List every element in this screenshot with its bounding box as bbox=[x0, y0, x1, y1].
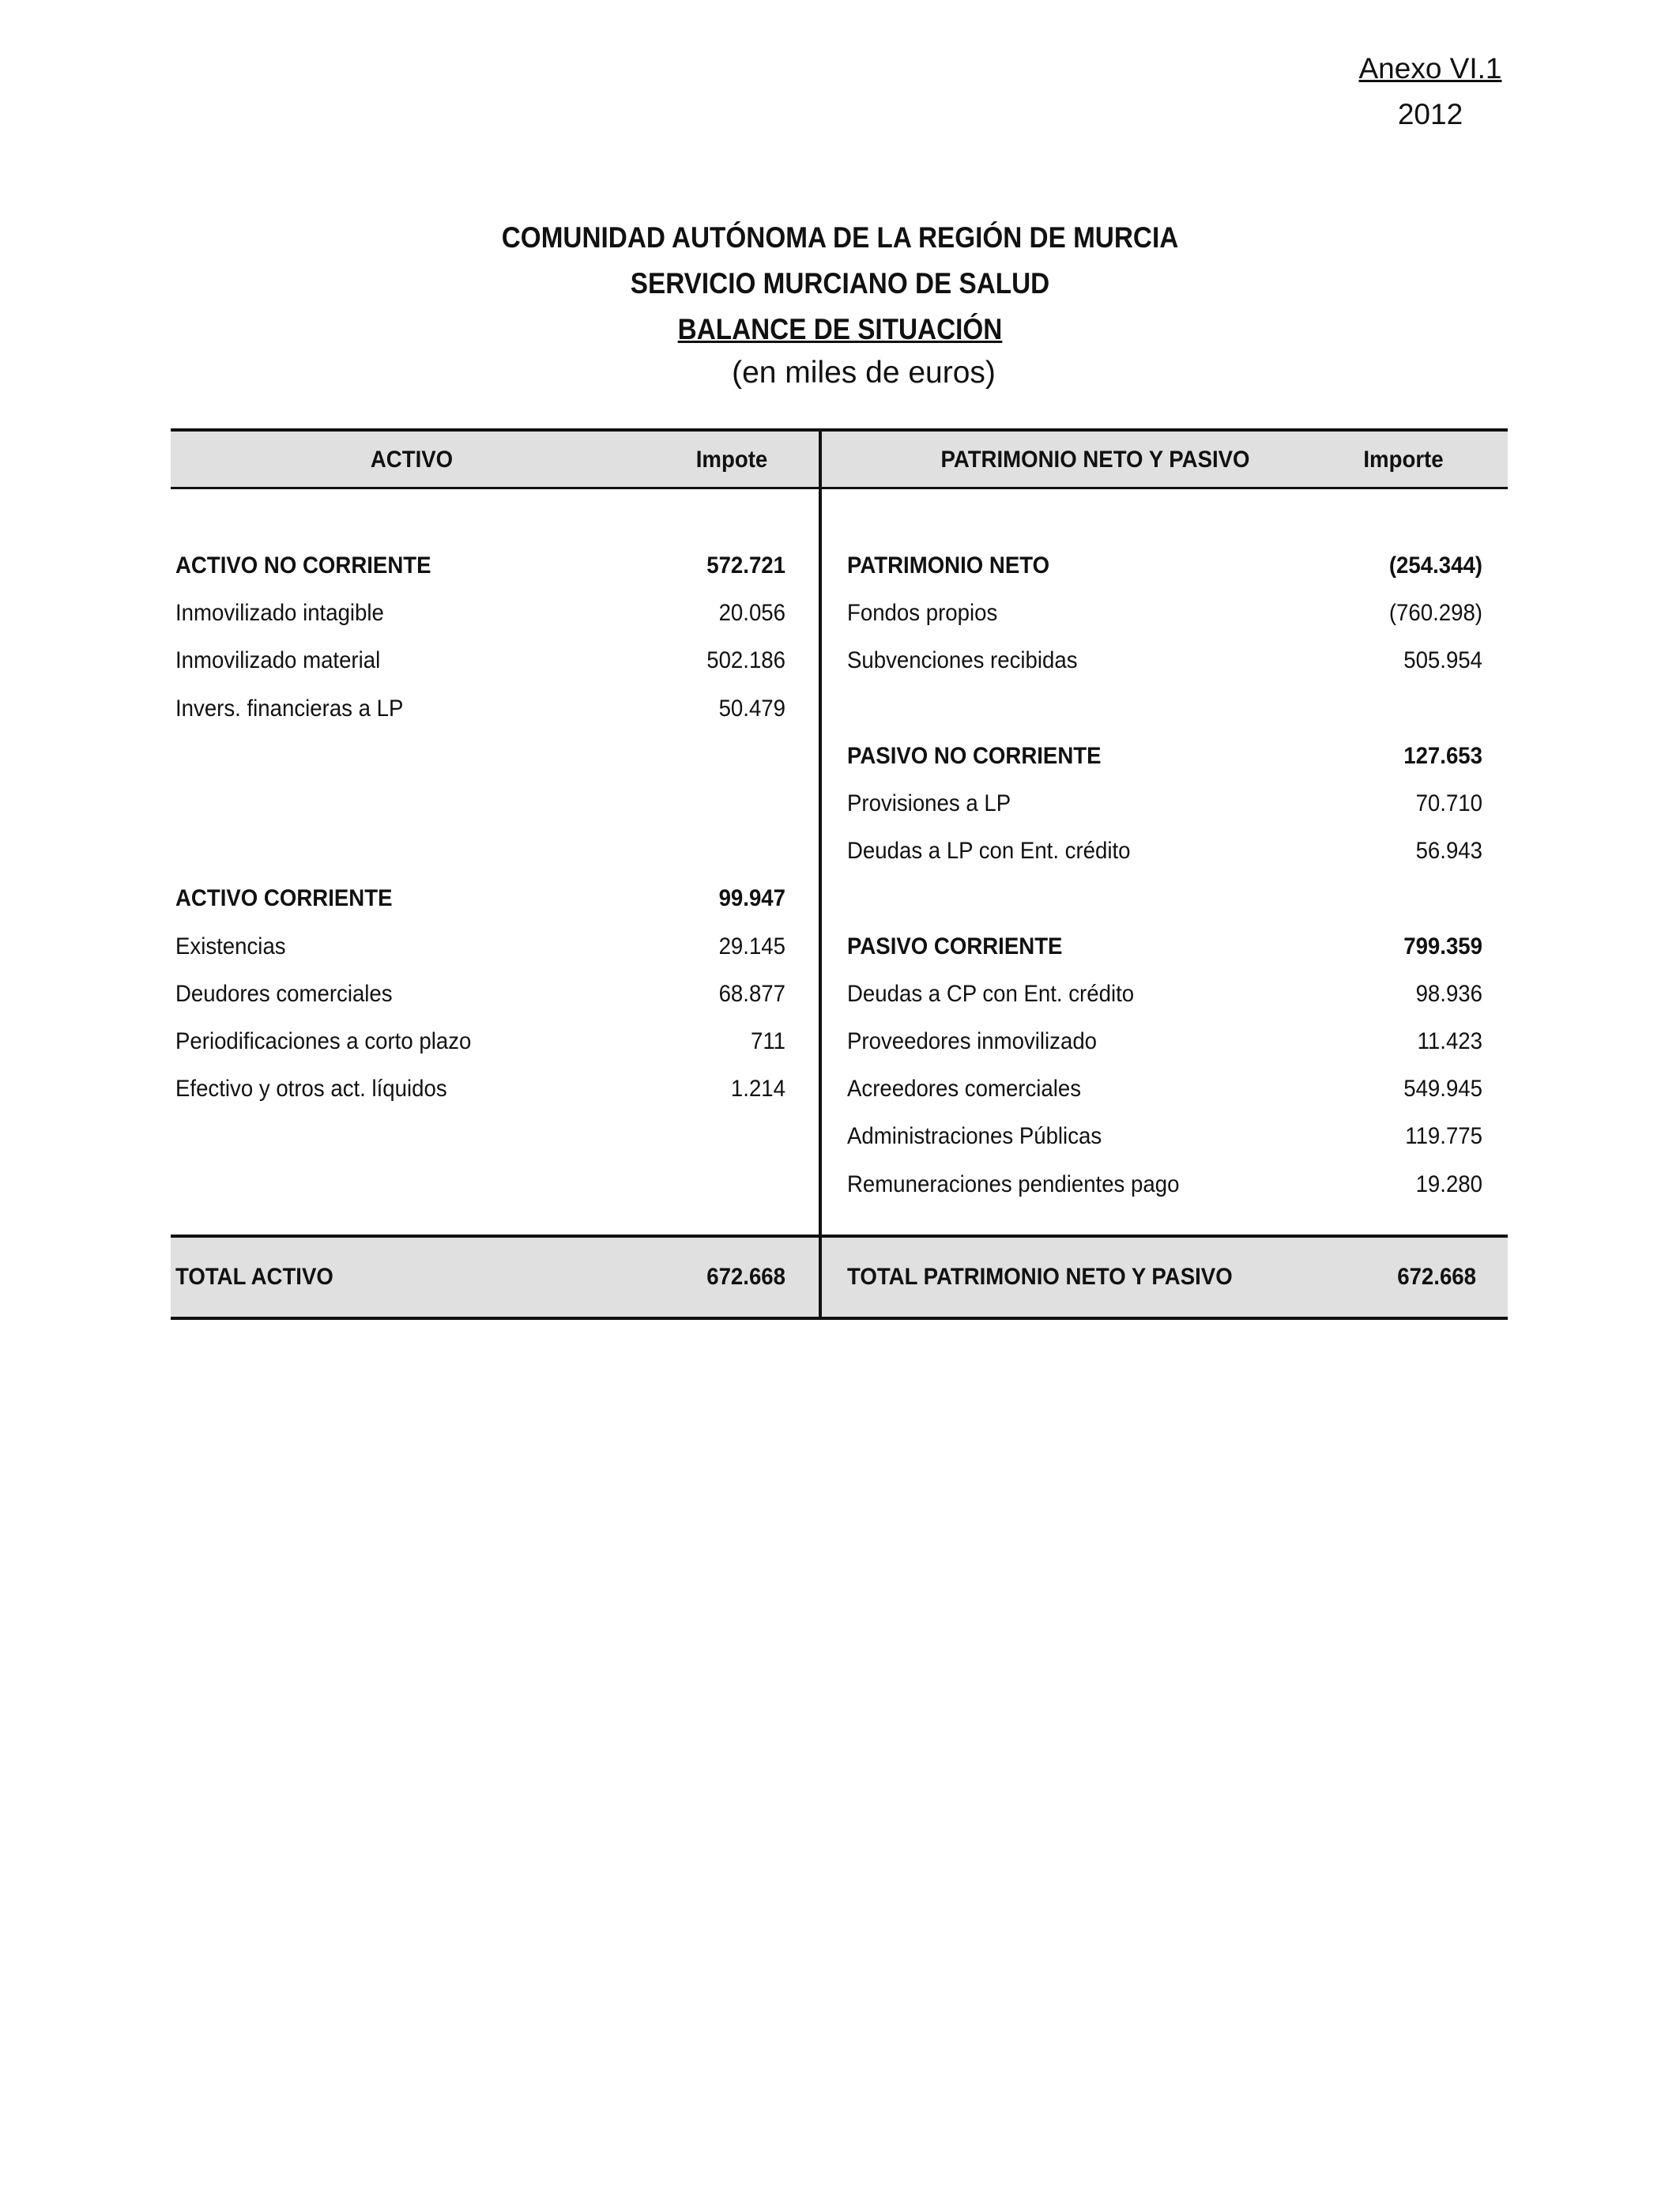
pasivo-row-value: 549.945 bbox=[1403, 1076, 1482, 1103]
header-pasivo: PATRIMONIO NETO Y PASIVO bbox=[940, 447, 1250, 473]
activo-row-value: 50.479 bbox=[718, 695, 785, 722]
pasivo-row-label: Deudas a CP con Ent. crédito bbox=[847, 980, 1135, 1007]
title-service: SERVICIO MURCIANO DE SALUD bbox=[630, 267, 1050, 300]
pasivo-row-value: 119.775 bbox=[1405, 1123, 1482, 1150]
pasivo-row-value: 19.280 bbox=[1415, 1171, 1482, 1197]
activo-row-label: Inmovilizado intagible bbox=[175, 600, 384, 627]
pasivo-row-value: 98.936 bbox=[1415, 980, 1482, 1007]
balance-table bbox=[171, 428, 1508, 1321]
activo-row-label: Deudores comerciales bbox=[175, 980, 393, 1007]
total-activo-value: 672.668 bbox=[706, 1264, 785, 1290]
total-pasivo-value: 672.668 bbox=[1397, 1264, 1476, 1290]
pasivo-row-label: Remuneraciones pendientes pago bbox=[847, 1171, 1180, 1197]
pasivo-row-label: Acreedores comerciales bbox=[847, 1076, 1082, 1103]
pasivo-row-label: Fondos propios bbox=[847, 600, 998, 627]
activo-row-label: Invers. financieras a LP bbox=[175, 695, 404, 722]
header-activo: ACTIVO bbox=[370, 447, 454, 473]
activo-row-value: 502.186 bbox=[706, 647, 785, 674]
pasivo-row-value: 11.423 bbox=[1417, 1028, 1482, 1054]
pasivo-row-label: PATRIMONIO NETO bbox=[847, 552, 1050, 579]
activo-row-value: 572.721 bbox=[706, 552, 785, 579]
activo-row-value: 68.877 bbox=[718, 980, 785, 1007]
column-divider bbox=[819, 428, 822, 1320]
activo-row-label: ACTIVO CORRIENTE bbox=[175, 885, 393, 912]
pasivo-row-value: 70.710 bbox=[1415, 790, 1482, 816]
activo-row-value: 711 bbox=[750, 1028, 785, 1054]
pasivo-row-value: 56.943 bbox=[1415, 838, 1482, 865]
total-activo-label: TOTAL ACTIVO bbox=[175, 1264, 333, 1290]
activo-row-label: ACTIVO NO CORRIENTE bbox=[175, 552, 431, 579]
pasivo-row-value: (760.298) bbox=[1388, 600, 1482, 627]
table-bottom-rule bbox=[171, 1317, 1508, 1320]
pasivo-row-label: Deudas a LP con Ent. crédito bbox=[847, 838, 1131, 865]
pasivo-row-label: Provisiones a LP bbox=[847, 790, 1011, 816]
header-pasivo-amount: Importe bbox=[1363, 447, 1444, 473]
activo-row-value: 29.145 bbox=[718, 933, 785, 959]
annex-year: 2012 bbox=[1397, 98, 1463, 130]
title-balance: BALANCE DE SITUACIÓN bbox=[677, 313, 1003, 345]
pasivo-row-value: 799.359 bbox=[1403, 933, 1482, 959]
header-bottom-rule bbox=[171, 487, 1508, 489]
activo-row-value: 20.056 bbox=[718, 600, 785, 627]
header-activo-amount: Impote bbox=[695, 447, 768, 473]
totals-top-rule bbox=[171, 1235, 1508, 1238]
activo-row-label: Inmovilizado material bbox=[175, 647, 381, 674]
pasivo-row-label: Administraciones Públicas bbox=[847, 1123, 1102, 1150]
title-region: COMUNIDAD AUTÓNOMA DE LA REGIÓN DE MURCIA bbox=[501, 221, 1179, 254]
title-units: (en miles de euros) bbox=[732, 356, 996, 390]
pasivo-row-label: PASIVO CORRIENTE bbox=[847, 933, 1063, 959]
activo-row-label: Efectivo y otros act. líquidos bbox=[175, 1076, 447, 1103]
activo-row-value: 1.214 bbox=[730, 1076, 785, 1103]
pasivo-row-label: PASIVO NO CORRIENTE bbox=[847, 742, 1102, 769]
annex-label: Anexo VI.1 bbox=[1358, 52, 1502, 85]
table-top-rule bbox=[171, 428, 1508, 432]
pasivo-row-value: 505.954 bbox=[1403, 647, 1482, 674]
pasivo-row-label: Subvenciones recibidas bbox=[847, 647, 1078, 674]
pasivo-row-value: 127.653 bbox=[1403, 742, 1482, 769]
activo-row-value: 99.947 bbox=[718, 885, 785, 912]
pasivo-row-label: Proveedores inmovilizado bbox=[847, 1028, 1098, 1054]
total-pasivo-label: TOTAL PATRIMONIO NETO Y PASIVO bbox=[847, 1264, 1233, 1290]
pasivo-row-value: (254.344) bbox=[1388, 552, 1482, 579]
activo-row-label: Existencias bbox=[175, 933, 286, 959]
activo-row-label: Periodificaciones a corto plazo bbox=[175, 1028, 472, 1054]
